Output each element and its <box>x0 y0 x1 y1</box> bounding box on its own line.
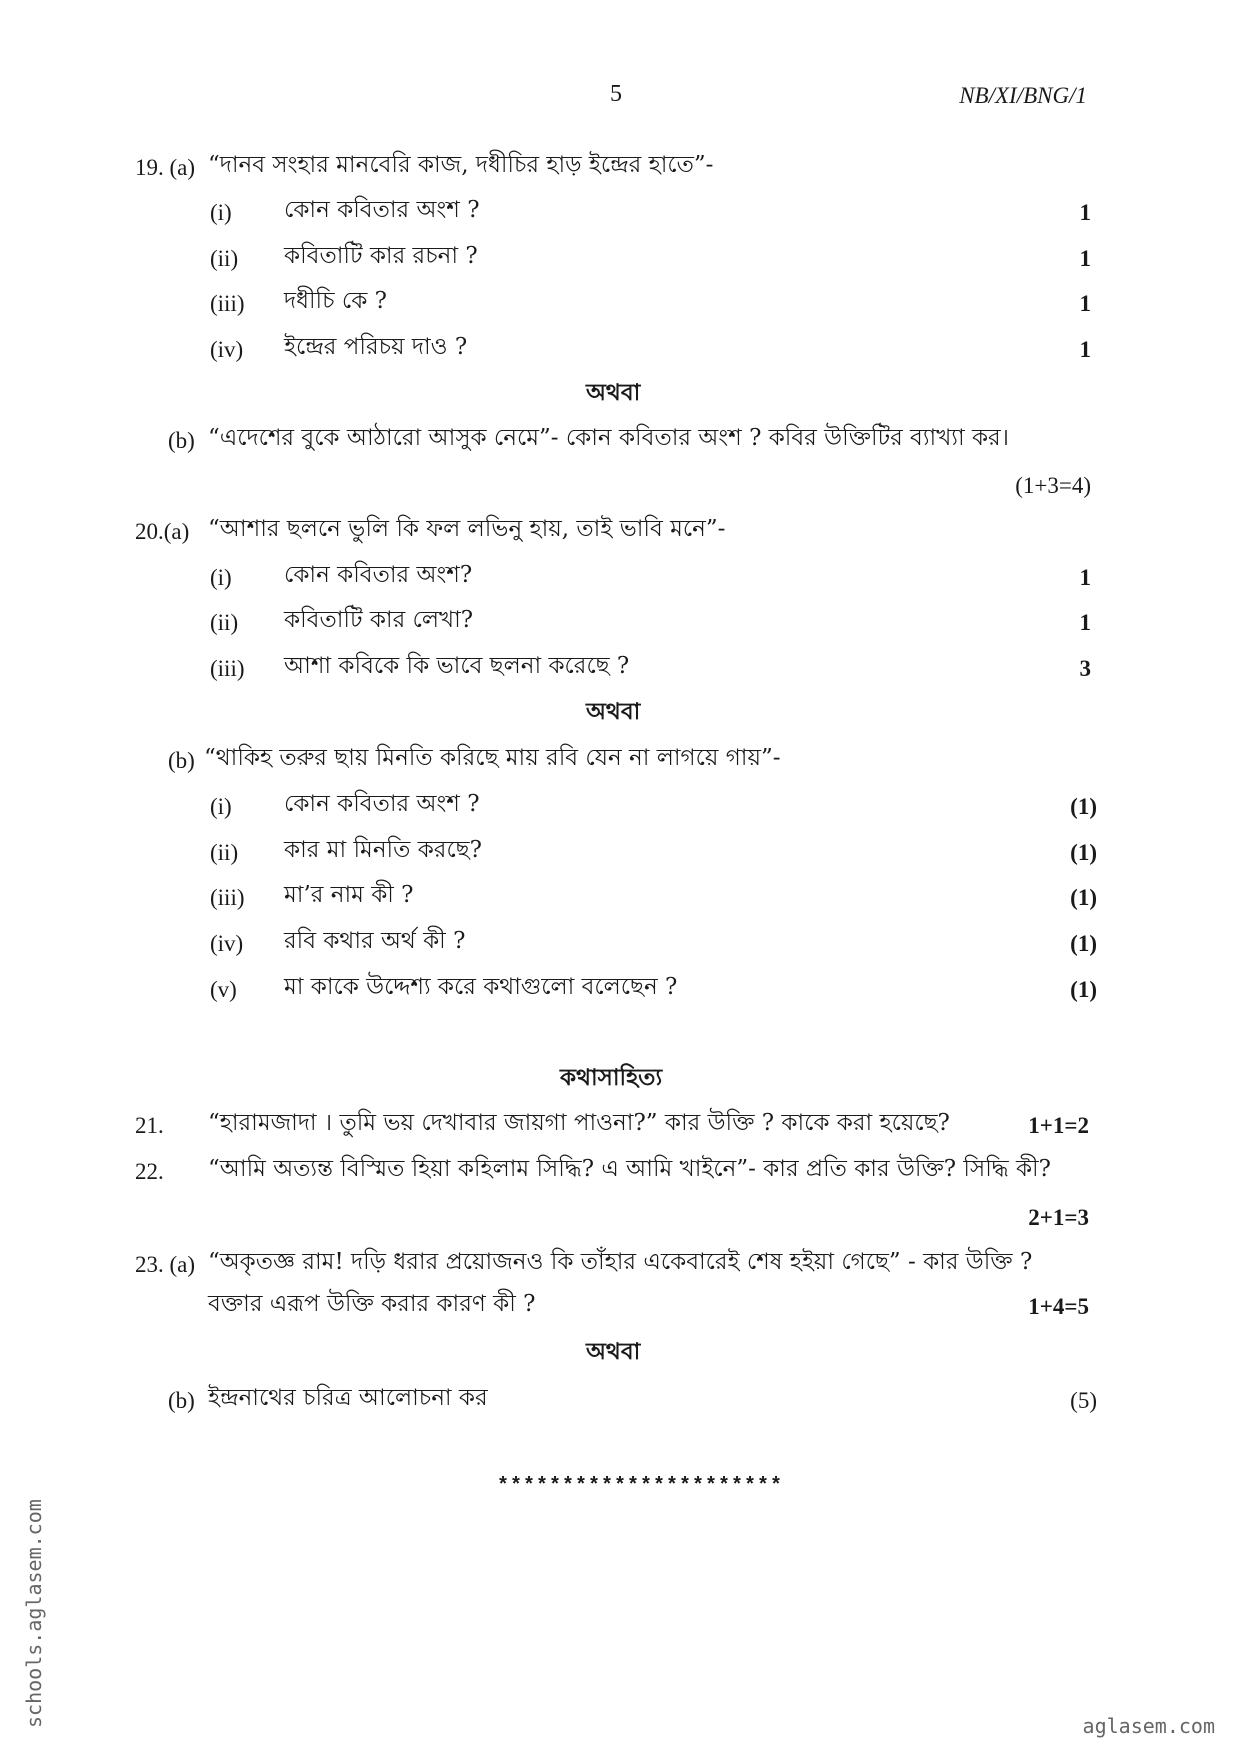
q19-sub-text: দধীচি কে ? <box>284 288 387 314</box>
q22-marks: 2+1=3 <box>1028 1205 1089 1230</box>
q20-b-sub-text: কার মা মিনতি করছে? <box>284 837 482 863</box>
q20-sub-roman: (iii) <box>210 656 245 681</box>
q20-sub-mark: 3 <box>1079 656 1091 681</box>
q23-number: 23. (a) <box>135 1252 196 1277</box>
q23-line2: বক্তার এরূপ উক্তি করার কারণ কী ? <box>208 1291 536 1317</box>
q22-text: “আমি অত্যন্ত বিস্মিত হিয়া কহিলাম সিদ্ধি? এ আমি খাইনে”- কার প্রতি কার উক্তি? সিদ্ধি কী? <box>208 1156 1051 1182</box>
q23-b-label: (b) <box>168 1388 195 1413</box>
q20-b-sub-roman: (ii) <box>210 840 239 865</box>
q20-sub-text: কবিতাটি কার লেখা? <box>284 607 474 633</box>
corner-watermark: aglasem.com <box>1082 1714 1215 1738</box>
page-number: 5 <box>610 81 622 107</box>
q19-or-label: অথবা <box>586 379 641 406</box>
section-title: কথাসাহিত্য <box>560 1064 663 1091</box>
q19-sub-roman: (iv) <box>210 337 244 362</box>
q20-b-sub-mark: (1) <box>1070 885 1097 910</box>
q20-or-label: অথবা <box>586 698 641 725</box>
q20-sub-mark: 1 <box>1079 565 1091 590</box>
q19-b-marks: (1+3=4) <box>1015 473 1091 498</box>
q20-sub-text: আশা কবিকে কি ভাবে ছলনা করেছে ? <box>284 653 630 679</box>
q20-sub-text: কোন কবিতার অংশ? <box>284 562 473 588</box>
q20-b-label: (b) <box>168 748 195 773</box>
q19-sub-roman: (iii) <box>210 291 245 316</box>
q20-b-sub-mark: (1) <box>1070 931 1097 956</box>
q20-b-sub-text: রবি কথার অর্থ কী ? <box>284 928 466 954</box>
q19-sub-roman: (i) <box>210 200 232 225</box>
q20-b-sub-roman: (i) <box>210 794 232 819</box>
q20-b-sub-roman: (v) <box>210 977 237 1002</box>
q20-b-quote: “থাকিহ তরুর ছায় মিনতি করিছে মায় রবি যেন না লাগয়ে গায়”- <box>204 745 781 771</box>
q22-number: 22. <box>135 1159 164 1184</box>
q23-marks: 1+4=5 <box>1028 1294 1089 1319</box>
q19-sub-text: কবিতাটি কার রচনা ? <box>284 243 478 269</box>
q19-sub-mark: 1 <box>1079 246 1091 271</box>
q20-b-sub-roman: (iv) <box>210 931 244 956</box>
q23-b-text: ইন্দ্রনাথের চরিত্র আলোচনা কর <box>208 1385 488 1411</box>
end-marker: ********************** <box>497 1475 784 1498</box>
q19-sub-text: ইন্দ্রের পরিচয় দাও ? <box>284 334 468 360</box>
q20-sub-mark: 1 <box>1079 610 1091 635</box>
q20-quote: “আশার ছলনে ভুলি কি ফল লভিনু হায়, তাই ভাবি মনে”- <box>208 516 726 542</box>
side-watermark: schools.aglasem.com <box>22 1499 46 1728</box>
q19-sub-mark: 1 <box>1079 200 1091 225</box>
q23-or-label: অথবা <box>586 1338 641 1365</box>
q19-number: 19. (a) <box>135 155 196 180</box>
q20-number: 20.(a) <box>135 519 190 544</box>
q20-sub-roman: (ii) <box>210 610 239 635</box>
q21-text: “হারামজাদা । তুমি ভয় দেখাবার জায়গা পাওনা?” কার উক্তি ? কাকে করা হয়েছে? <box>208 1110 950 1136</box>
q19-sub-text: কোন কবিতার অংশ ? <box>284 197 480 223</box>
q20-b-sub-mark: (1) <box>1070 977 1097 1002</box>
q20-b-sub-text: মা কাকে উদ্দেশ্য করে কথাগুলো বলেছেন ? <box>284 974 678 1000</box>
q23-line1: “অকৃতজ্ঞ রাম! দড়ি ধরার প্রয়োজনও কি তাঁহার একেবারেই শেষ হইয়া গেছে” - কার উক্তি ? <box>208 1249 1033 1275</box>
q20-sub-roman: (i) <box>210 565 232 590</box>
paper-code: NB/XI/BNG/1 <box>959 83 1087 108</box>
q20-b-sub-text: কোন কবিতার অংশ ? <box>284 791 480 817</box>
q21-marks: 1+1=2 <box>1028 1113 1089 1138</box>
q21-number: 21. <box>135 1113 164 1138</box>
q19-sub-roman: (ii) <box>210 246 239 271</box>
q20-b-sub-roman: (iii) <box>210 885 245 910</box>
q20-b-sub-mark: (1) <box>1070 794 1097 819</box>
q20-b-sub-text: মা’র নাম কী ? <box>284 882 414 908</box>
q19-quote: “দানব সংহার মানবেরি কাজ, দধীচির হাড় ইন্দ্রের হাতে”- <box>208 152 714 178</box>
q19-sub-mark: 1 <box>1079 337 1091 362</box>
q23-b-marks: (5) <box>1070 1388 1097 1413</box>
q19-sub-mark: 1 <box>1079 291 1091 316</box>
q20-b-sub-mark: (1) <box>1070 840 1097 865</box>
q19-b-label: (b) <box>168 428 195 453</box>
q19-b-text: “এদেশের বুকে আঠারো আসুক নেমে”- কোন কবিতার অংশ ? কবির উক্তিটির ব্যাখ্যা কর। <box>208 425 1009 451</box>
